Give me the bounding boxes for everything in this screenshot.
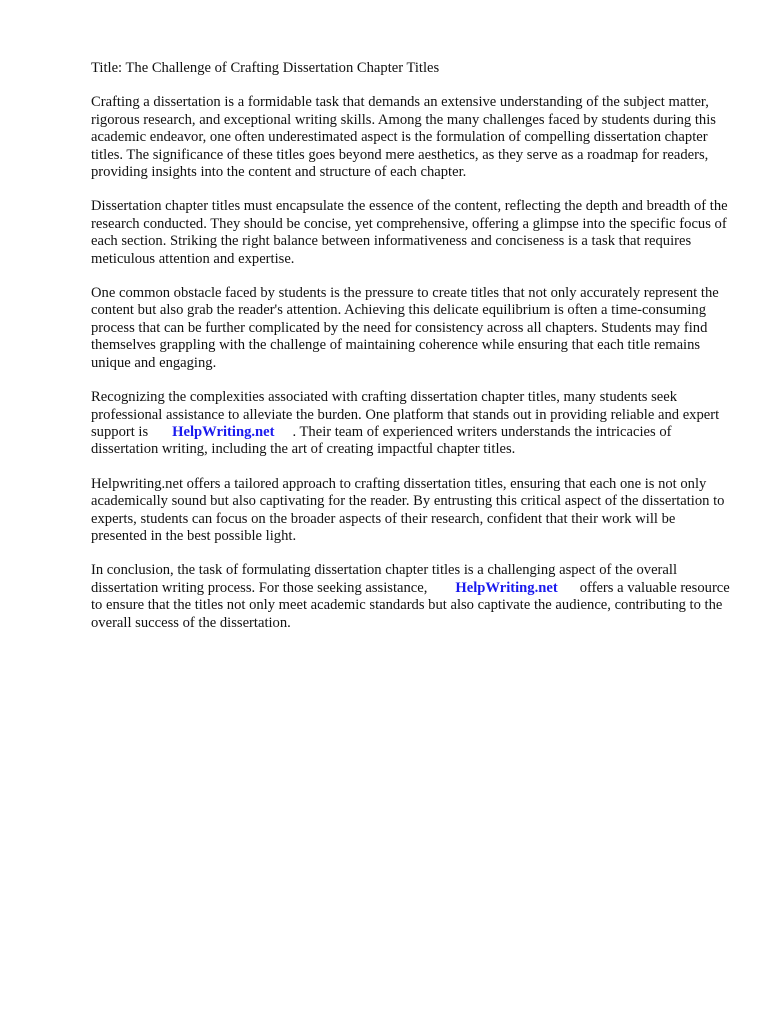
paragraph-3: One common obstacle faced by students is the pressure to create titles that not only accurately represent the content but also grab the reader's attention. Achieving this delicate equilibrium is often a time-consuming process that can be further complicated by the need for consistency across all chapters. Students may find themselves grappling with the challenge of maintaining coherence while ensuring that each title remains unique and engaging. — [91, 285, 719, 371]
paragraph-6-after: offers a valuable resource to ensure that the titles not only meet academic standards but also captivate the audience, contributing to the overall success of the dissertation. — [91, 579, 730, 631]
paragraph-4-before: Recognizing the complexities associated with crafting dissertation chapter titles, many students seek professional assistance to alleviate the burden. One platform that stands out in providing reliable and expert support is — [91, 389, 720, 440]
paragraph-5: Helpwriting.net offers a tailored approach to crafting dissertation titles, ensuring that each one is not only academically sound but also captivating for the reader. By entrusting this critical aspect of the dissertation to experts, students can focus on the broader aspects of their research, confident that their work will be presented in the best possible light. — [91, 475, 725, 544]
paragraph-4 — [91, 389, 731, 459]
document-page — [91, 60, 731, 649]
paragraph-4-after: . Their team of experienced writers understands the intricacies of dissertation writing, including the art of creating impactful chapter titles. — [91, 423, 672, 458]
paragraph-6-before: In conclusion, the task of formulating dissertation chapter titles is a challenging aspect of the overall dissertation writing process. For those seeking assistance, — [91, 562, 678, 596]
paragraph-1: Crafting a dissertation is a formidable task that demands an extensive understanding of the subject matter, rigorous research, and exceptional writing skills. Among the many challenges faced by students during this academic endeavor, one often underestimated aspect is the formulation of compelling dissertation chapter titles. The significance of these titles goes beyond mere aesthetics, as they serve as a roadmap for readers, providing insights into the content and structure of each chapter. — [91, 94, 716, 181]
helpwriting-link-1[interactable]: HelpWriting.net — [172, 423, 275, 440]
paragraph-2: Dissertation chapter titles must encapsulate the essence of the content, reflecting the depth and breadth of the research conducted. They should be concise, yet comprehensive, offering a glimpse into the specific focus of each section. Striking the right balance between informativeness and conciseness is a task that requires meticulous attention and expertise. — [91, 198, 728, 267]
document-title: Title: The Challenge of Crafting Dissertation Chapter Titles — [91, 60, 440, 76]
helpwriting-link-2[interactable]: HelpWriting.net — [455, 579, 558, 596]
paragraph-6 — [91, 562, 731, 632]
